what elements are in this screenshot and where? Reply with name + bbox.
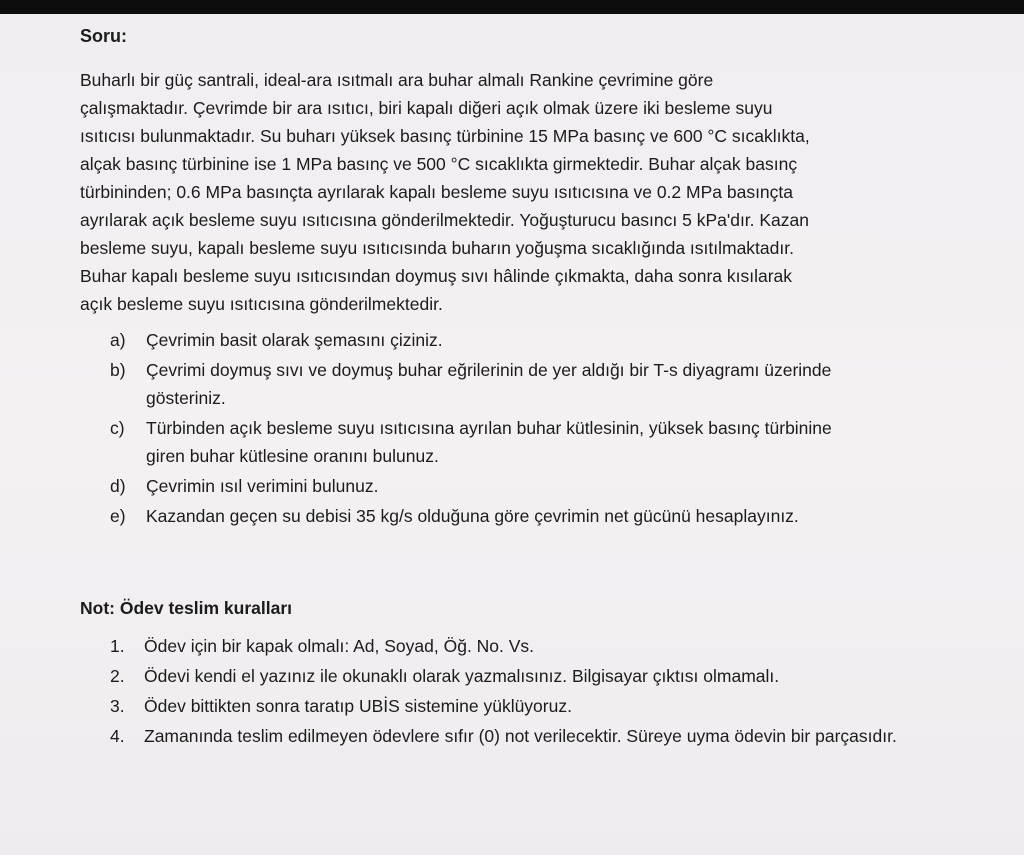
rule-item bbox=[110, 722, 910, 750]
question-text: Çevrimi doymuş sıvı ve doymuş buhar eğrilerinin de yer aldığı bir T-s diyagramı üzerinde gösteriniz. bbox=[146, 360, 832, 408]
paragraph-line: Buhar kapalı besleme suyu ısıtıcısından doymuş sıvı hâlinde çıkmakta, daha sonra kısılarak bbox=[80, 266, 793, 286]
paragraph-line: açık besleme suyu ısıtıcısına gönderilmektedir. bbox=[80, 294, 443, 314]
rule-number: 2. bbox=[110, 666, 125, 686]
rule-text: Ödev bittikten sonra taratıp UBİS sistemine yüklüyoruz. bbox=[144, 696, 572, 716]
problem-paragraph bbox=[80, 66, 940, 318]
paragraph-line: Buharlı bir güç santrali, ideal-ara ısıtmalı ara buhar almalı Rankine çevrimine göre bbox=[80, 70, 714, 90]
question-letter: e) bbox=[110, 506, 126, 526]
question-list bbox=[80, 326, 940, 530]
rule-number: 3. bbox=[110, 696, 125, 716]
screen-bezel bbox=[0, 0, 1024, 14]
question-item bbox=[110, 472, 940, 500]
paragraph-line: alçak basınç türbinine ise 1 MPa basınç ve 500 °C sıcaklıkta girmektedir. Buhar alçak basınç bbox=[80, 154, 798, 174]
rule-item bbox=[110, 632, 940, 660]
rule-number: 4. bbox=[110, 726, 125, 746]
question-item bbox=[110, 414, 870, 470]
rule-text: Ödev için bir kapak olmalı: Ad, Soyad, Öğ. No. Vs. bbox=[144, 636, 535, 656]
document-screen bbox=[0, 14, 1024, 855]
rule-text: Ödevi kendi el yazınız ile okunaklı olarak yazmalısınız. Bilgisayar çıktısı olmamalı. bbox=[144, 666, 780, 686]
paragraph-line: türbininden; 0.6 MPa basınçta ayrılarak kapalı besleme suyu ısıtıcısına ve 0.2 MPa basınçta bbox=[80, 182, 794, 202]
question-letter: a) bbox=[110, 330, 126, 350]
question-text: Çevrimin basit olarak şemasını çiziniz. bbox=[146, 330, 443, 350]
question-text: Türbinden açık besleme suyu ısıtıcısına ayrılan buhar kütlesinin, yüksek basınç türbinine giren buhar kütlesine oranını bulunuz. bbox=[146, 418, 832, 466]
question-item bbox=[110, 326, 940, 354]
rule-text: Zamanında teslim edilmeyen ödevlere sıfır (0) not verilecektir. Süreye uyma ödevin bir parçasıdır. bbox=[144, 726, 897, 746]
paragraph-line: ısıtıcısı bulunmaktadır. Su buharı yüksek basınç türbinine 15 MPa basınç ve 600 °C sıcaklıkta, bbox=[80, 126, 810, 146]
question-item bbox=[110, 356, 870, 412]
question-letter: d) bbox=[110, 476, 126, 496]
question-letter: b) bbox=[110, 360, 126, 380]
document-body bbox=[80, 22, 940, 752]
rule-item bbox=[110, 692, 940, 720]
rules-list bbox=[80, 632, 940, 750]
rule-item bbox=[110, 662, 940, 690]
question-item bbox=[110, 502, 940, 530]
question-heading: Soru: bbox=[80, 26, 127, 46]
note-heading: Not: Ödev teslim kuralları bbox=[80, 598, 293, 618]
paragraph-line: ayrılarak açık besleme suyu ısıtıcısına gönderilmektedir. Yoğuşturucu basıncı 5 kPa'dır. Kazan bbox=[80, 210, 810, 230]
question-text: Çevrimin ısıl verimini bulunuz. bbox=[146, 476, 379, 496]
paragraph-line: besleme suyu, kapalı besleme suyu ısıtıcısında buharın yoğuşma sıcaklığında ısıtılmaktadır. bbox=[80, 238, 794, 258]
rule-number: 1. bbox=[110, 636, 125, 656]
question-letter: c) bbox=[110, 418, 125, 438]
paragraph-line: çalışmaktadır. Çevrimde bir ara ısıtıcı, biri kapalı diğeri açık olmak üzere iki besleme suyu bbox=[80, 98, 773, 118]
question-text: Kazandan geçen su debisi 35 kg/s olduğuna göre çevrimin net gücünü hesaplayınız. bbox=[146, 506, 799, 526]
